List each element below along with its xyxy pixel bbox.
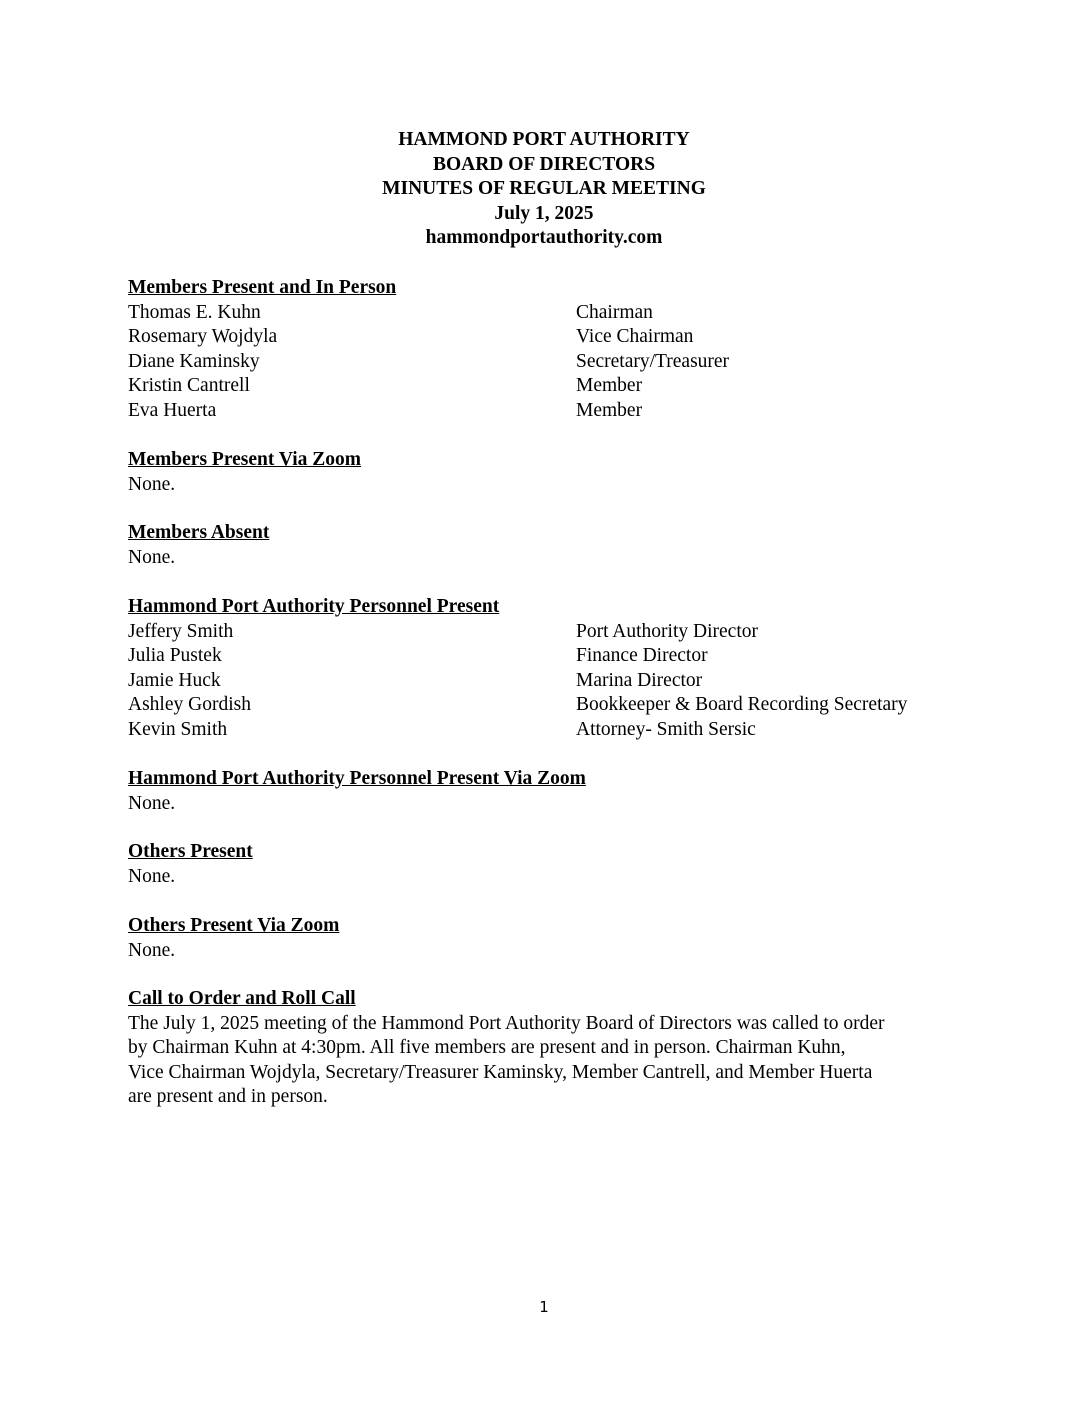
section-others-zoom xyxy=(128,914,968,963)
member-role: Secretary/Treasurer xyxy=(576,350,730,372)
section-personnel-zoom xyxy=(128,767,968,816)
member-role: Vice Chairman xyxy=(576,326,694,347)
section-heading: Members Present and In Person xyxy=(128,277,397,298)
member-name: Eva Huerta xyxy=(128,399,217,421)
section-members-zoom xyxy=(128,448,968,497)
member-role: Member xyxy=(576,399,643,421)
personnel-row xyxy=(128,693,968,718)
paragraph-line: The July 1, 2025 meeting of the Hammond Port Authority Board of Directors was called to order xyxy=(128,1012,885,1034)
call-to-order-paragraph xyxy=(128,1012,968,1110)
member-row xyxy=(128,374,968,399)
personnel-name: Jeffery Smith xyxy=(128,620,234,642)
section-call-to-order xyxy=(128,987,968,1110)
personnel-name: Ashley Gordish xyxy=(128,694,251,715)
personnel-row xyxy=(128,644,968,669)
paragraph-line: Vice Chairman Wojdyla, Secretary/Treasurer Kaminsky, Member Cantrell, and Member Huerta xyxy=(128,1061,873,1083)
section-heading: Hammond Port Authority Personnel Present xyxy=(128,596,500,617)
member-name: Kristin Cantrell xyxy=(128,375,250,396)
page-number: 1 xyxy=(539,1298,549,1316)
section-text: None. xyxy=(128,792,176,814)
paragraph-line: by Chairman Kuhn at 4:30pm. All five members are present and in person. Chairman Kuhn, xyxy=(128,1037,846,1058)
website-text: hammondportauthority.com xyxy=(425,227,663,248)
personnel-role: Port Authority Director xyxy=(576,620,758,642)
member-row xyxy=(128,325,968,350)
organization-name: HAMMOND PORT AUTHORITY xyxy=(398,129,690,150)
member-name: Thomas E. Kuhn xyxy=(128,301,261,323)
section-heading: Others Present Via Zoom xyxy=(128,915,340,936)
member-name: Diane Kaminsky xyxy=(128,350,260,372)
section-members-present xyxy=(128,276,968,423)
section-personnel-present xyxy=(128,595,968,742)
member-role: Member xyxy=(576,375,643,396)
personnel-role: Finance Director xyxy=(576,645,708,666)
section-text: None. xyxy=(128,473,176,495)
personnel-name: Julia Pustek xyxy=(128,645,222,666)
document-title: MINUTES OF REGULAR MEETING xyxy=(382,178,706,199)
section-heading: Others Present xyxy=(128,841,253,862)
personnel-row xyxy=(128,718,968,743)
section-text: None. xyxy=(128,546,176,568)
member-name: Rosemary Wojdyla xyxy=(128,326,278,347)
section-text: None. xyxy=(128,939,176,961)
section-text: None. xyxy=(128,865,176,887)
member-row xyxy=(128,301,968,326)
board-name: BOARD OF DIRECTORS xyxy=(432,153,656,175)
personnel-role: Marina Director xyxy=(576,669,703,691)
member-row xyxy=(128,350,968,375)
member-row xyxy=(128,399,968,424)
section-heading: Members Present Via Zoom xyxy=(128,449,362,470)
section-members-absent xyxy=(128,521,968,570)
section-heading: Members Absent xyxy=(128,522,270,543)
personnel-name: Jamie Huck xyxy=(128,669,221,691)
personnel-role: Attorney- Smith Sersic xyxy=(576,718,756,740)
section-others-present xyxy=(128,840,968,889)
paragraph-line: are present and in person. xyxy=(128,1086,328,1107)
personnel-role: Bookkeeper & Board Recording Secretary xyxy=(576,694,908,715)
personnel-row xyxy=(128,620,968,645)
personnel-name: Kevin Smith xyxy=(128,718,228,740)
member-role: Chairman xyxy=(576,301,653,323)
section-heading: Hammond Port Authority Personnel Present Via Zoom xyxy=(128,768,586,789)
section-heading: Call to Order and Roll Call xyxy=(128,988,356,1009)
document-header xyxy=(0,128,1088,251)
meeting-date: July 1, 2025 xyxy=(494,202,594,224)
personnel-row xyxy=(128,669,968,694)
